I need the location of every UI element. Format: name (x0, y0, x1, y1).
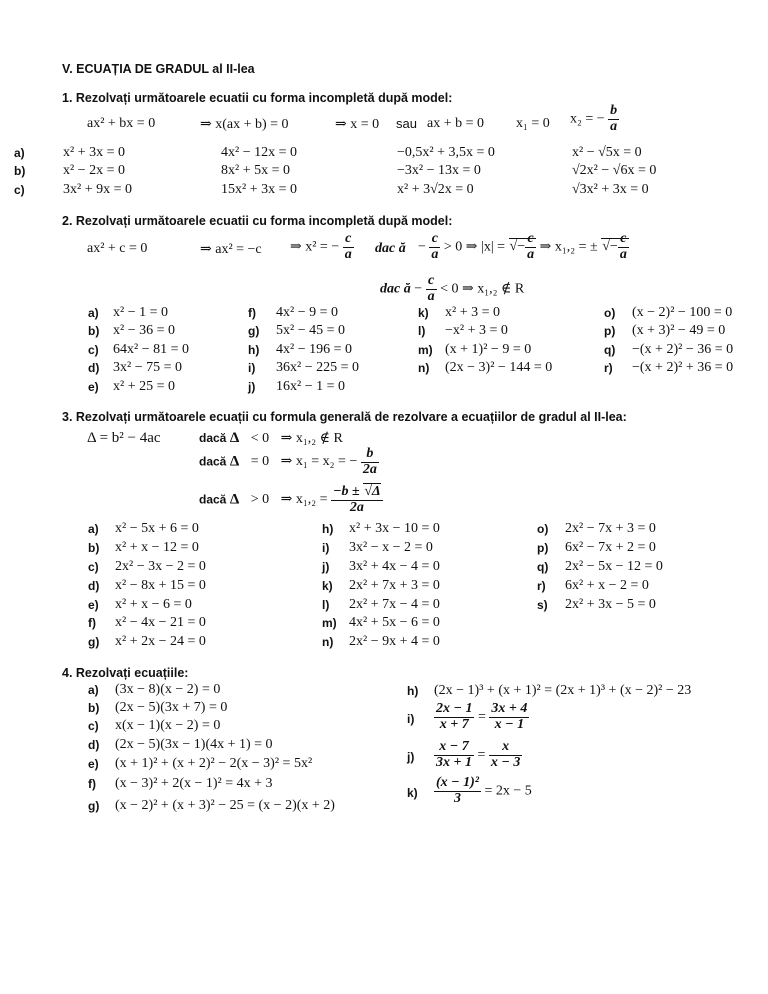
exercise-label: b) (88, 701, 100, 715)
exercise-label: b) (88, 324, 100, 338)
equation: (x + 1)² + (x + 2)² − 2(x − 3)² = 5x² (115, 756, 313, 771)
equation: x² + 2x − 24 = 0 (115, 634, 206, 649)
s2-if-label: dac ă (375, 241, 406, 256)
equation: 2x² − 7x + 3 = 0 (565, 521, 656, 536)
equation: −(x + 2)² − 36 = 0 (632, 342, 734, 357)
exercise-label: b) (88, 541, 100, 555)
fraction-numerator: c (426, 274, 437, 290)
s3-case-positive (199, 485, 383, 515)
page-title: V. ECUAȚIA DE GRADUL al II-lea (62, 62, 255, 76)
exercise-label: j) (322, 560, 330, 574)
s3-double-root-fraction (361, 447, 379, 477)
s2-condition-negative (380, 274, 524, 304)
fraction-numerator: 2x − 1 (436, 701, 473, 716)
section-2-heading: 2. Rezolvați următoarele ecuatii cu forma incompletă după model: (62, 214, 453, 228)
s3-case-zero (199, 447, 379, 477)
s2-sqrt-2: √− $\frac{c}{a}$ (602, 231, 627, 262)
s1-model-x-zero: ⇒ x = 0 (335, 117, 380, 132)
fraction-denominator: x + 7 (439, 716, 469, 732)
s3-condition: > 0 (250, 492, 270, 508)
s2-roots: ⇒ x₁,₂ = ± (539, 239, 598, 255)
s1-x2-prefix: x₂ = − (570, 111, 605, 127)
equation: (2x − 5)(3x − 1)(4x + 1) = 0 (115, 737, 273, 752)
s2-sqrt-1: √− $\frac{c}{a}$ (509, 231, 535, 262)
s2-fraction (343, 232, 354, 262)
fraction-equation (434, 776, 532, 806)
s1-model-linear: ax + b = 0 (427, 116, 485, 131)
fraction-numerator: c (618, 232, 629, 248)
minus-sign: − (517, 239, 526, 255)
exercise-label: j) (248, 380, 256, 394)
s1-model-equation: ax² + bx = 0 (87, 116, 156, 131)
equation: 3x² − 75 = 0 (113, 360, 182, 375)
exercise-label: l) (322, 598, 330, 612)
exercise-label: g) (248, 324, 260, 338)
fraction-equation (434, 702, 529, 732)
exercise-label: c) (88, 719, 99, 733)
fraction-denominator: a (610, 118, 618, 134)
fraction-denominator: a (344, 246, 352, 262)
equation: 6x² + x − 2 = 0 (565, 578, 649, 593)
equation: 4x² − 9 = 0 (276, 305, 338, 320)
fraction-numerator: c (429, 232, 440, 248)
equation: 36x² − 225 = 0 (276, 360, 359, 375)
exercise-label: a) (88, 522, 99, 536)
minus-sign: − (414, 281, 423, 297)
equation: 2x² − 9x + 4 = 0 (349, 634, 440, 649)
equals-sign: = (477, 747, 486, 763)
fraction-numerator: x − 7 (434, 740, 474, 756)
equation: √3x² + 3x = 0 (572, 182, 649, 197)
minus-sign: − (418, 239, 426, 255)
delta-symbol: Δ (229, 453, 240, 470)
sqrt-delta: √Δ (364, 484, 381, 499)
fraction-denominator: 3 (454, 790, 461, 806)
equation: 3x² + 4x − 4 = 0 (349, 559, 440, 574)
equation: 2x² + 3x − 5 = 0 (565, 597, 656, 612)
equation: 4x² − 12x = 0 (221, 145, 297, 160)
fraction-denominator: a (619, 246, 627, 262)
equation: −3x² − 13x = 0 (397, 163, 481, 178)
equation: 2x² − 3x − 2 = 0 (115, 559, 206, 574)
exercise-label: h) (322, 522, 334, 536)
equals-sign: = 2x − 5 (484, 783, 532, 799)
exercise-label: i) (407, 712, 415, 726)
exercise-label: i) (322, 541, 330, 555)
fraction-denominator: a (527, 246, 535, 262)
s2-if-label: dac ă (380, 281, 411, 297)
fraction-numerator: (x − 1)² (436, 775, 480, 790)
fraction-denominator: x − 1 (494, 716, 525, 732)
equation: 6x² − 7x + 2 = 0 (565, 540, 656, 555)
exercise-label: e) (88, 380, 99, 394)
delta-symbol: Δ (371, 484, 381, 499)
exercise-label: c) (88, 343, 99, 357)
section-1-heading: 1. Rezolvați următoarele ecuatii cu forma incompletă după model: (62, 91, 453, 105)
equals-sign: = (477, 709, 486, 725)
s2-model-step: ⇒ ax² = −c (200, 242, 262, 257)
exercise-label: b) (14, 164, 26, 178)
fraction-numerator: 3x + 4 (491, 701, 528, 716)
exercise-label: m) (418, 343, 433, 357)
s2-model-equation: ax² + c = 0 (87, 241, 148, 256)
s2-sqrt-fraction (618, 232, 629, 262)
fraction-numerator (331, 485, 383, 501)
equation: x² + 3√2x = 0 (397, 182, 474, 197)
section-4-heading: 4. Rezolvați ecuațiile: (62, 666, 189, 680)
exercise-label: r) (604, 361, 613, 375)
equation: (2x − 5)(3x + 7) = 0 (115, 700, 228, 715)
equation: x² − 5x + 6 = 0 (115, 521, 199, 536)
delta-symbol: Δ (229, 491, 240, 508)
equation: x² − 1 = 0 (113, 305, 168, 320)
s2-model-x-squared (290, 232, 354, 262)
s2-abs-x: > 0 ⇒ |x| = (443, 239, 506, 255)
exercise-label: k) (407, 786, 418, 800)
fraction-equation (434, 740, 522, 770)
equation: (x − 3)² + 2(x − 1)² = 4x + 3 (115, 776, 273, 791)
s3-if-label: dacă (199, 492, 227, 507)
s1-model-factor-step: ⇒ x(ax + b) = 0 (200, 117, 289, 132)
equation: (x + 1)² − 9 = 0 (445, 342, 532, 357)
equation: (3x − 8)(x − 2) = 0 (115, 682, 221, 697)
equation: 3x² − x − 2 = 0 (349, 540, 433, 555)
exercise-label: o) (537, 522, 549, 536)
exercise-label: l) (418, 324, 426, 338)
equation: 4x² − 196 = 0 (276, 342, 352, 357)
equation: −x² + 3 = 0 (445, 323, 508, 338)
right-fraction (489, 740, 522, 770)
equation: x² + 3 = 0 (445, 305, 500, 320)
fraction-numerator: x (489, 740, 522, 756)
equation: x² + 25 = 0 (113, 379, 175, 394)
equation: (x − 2)² + (x + 3)² − 25 = (x − 2)(x + 2) (115, 798, 335, 813)
equation: x² + 3x − 10 = 0 (349, 521, 440, 536)
equation: x² + 3x = 0 (63, 145, 125, 160)
exercise-label: h) (248, 343, 260, 357)
section-3-heading: 3. Rezolvați următoarele ecuații cu formula generală de rezolvare a ecuațiilor de gradul al II-lea: (62, 410, 627, 424)
equation: 64x² − 81 = 0 (113, 342, 189, 357)
s3-if-label: dacă (199, 431, 227, 445)
exercise-label: n) (322, 635, 334, 649)
left-fraction (434, 702, 474, 732)
s2-cond-fraction (426, 274, 437, 304)
equation: 4x² + 5x − 6 = 0 (349, 615, 440, 630)
exercise-label: a) (88, 683, 99, 697)
exercise-label: m) (322, 616, 337, 630)
exercise-label: f) (88, 616, 96, 630)
fraction-numerator: b (610, 103, 618, 118)
s2-x2-prefix: ⇒ x² = − (290, 239, 340, 255)
fraction-denominator: 3x + 1 (436, 754, 472, 770)
equation: x² − 8x + 15 = 0 (115, 578, 206, 593)
s3-condition: = 0 (250, 454, 270, 470)
s1-model-or: sau (396, 116, 417, 131)
exercise-label: s) (537, 598, 548, 612)
fraction-numerator: c (525, 232, 536, 248)
exercise-label: f) (248, 306, 256, 320)
equation: x² + x − 6 = 0 (115, 597, 192, 612)
equation: 16x² − 1 = 0 (276, 379, 345, 394)
fraction-denominator: 2a (349, 499, 364, 515)
s3-result: ⇒ x₁ = x₂ = − (280, 454, 358, 470)
equation: 8x² + 5x = 0 (221, 163, 290, 178)
equation: x² − 36 = 0 (113, 323, 175, 338)
equation: x² + x − 12 = 0 (115, 540, 199, 555)
exercise-label: q) (537, 560, 549, 574)
exercise-label: r) (537, 579, 546, 593)
exercise-label: d) (88, 361, 100, 375)
s3-if-label: dacă (199, 454, 227, 469)
equation: 2x² + 7x + 3 = 0 (349, 578, 440, 593)
delta-symbol: Δ (229, 430, 240, 446)
s3-case-negative (199, 430, 343, 447)
fraction-denominator: a (431, 246, 439, 262)
equation: −0,5x² + 3,5x = 0 (397, 145, 495, 160)
equation: (2x − 3)² − 144 = 0 (445, 360, 553, 375)
s3-roots-fraction (331, 485, 383, 515)
equation: x² − √5x = 0 (572, 145, 642, 160)
equation: x² − 4x − 21 = 0 (115, 615, 206, 630)
equation: 2x² + 7x − 4 = 0 (349, 597, 440, 612)
s2-cond-fraction (429, 232, 440, 262)
equation: 3x² + 9x = 0 (63, 182, 132, 197)
equation: (x + 3)² − 49 = 0 (632, 323, 726, 338)
left-fraction (434, 740, 474, 770)
equation: x(x − 1)(x − 2) = 0 (115, 718, 221, 733)
s3-delta-definition: Δ = b² − 4ac (87, 430, 161, 446)
exercise-label: i) (248, 361, 256, 375)
right-fraction (489, 702, 529, 732)
exercise-label: j) (407, 750, 415, 764)
fraction-denominator: x − 3 (490, 754, 521, 770)
s3-num-prefix: −b ± (333, 484, 360, 499)
equation: (2x − 1)³ + (x + 1)² = (2x + 1)³ + (x − 2)² − 23 (434, 683, 692, 698)
exercise-label: q) (604, 343, 616, 357)
s2-sqrt-fraction (525, 232, 536, 262)
equation: x² − 2x = 0 (63, 163, 125, 178)
equation: 2x² − 5x − 12 = 0 (565, 559, 663, 574)
s2-condition-positive (418, 232, 629, 262)
fraction-denominator: a (427, 288, 435, 304)
exercise-label: e) (88, 757, 99, 771)
exercise-label: d) (88, 579, 100, 593)
s1-model-x2 (570, 104, 619, 134)
exercise-label: c) (88, 560, 99, 574)
s1-model-x1: x₁ = 0 (516, 116, 550, 131)
exercise-label: g) (88, 799, 100, 813)
exercise-label: k) (418, 306, 429, 320)
exercise-label: a) (88, 306, 99, 320)
s3-condition: < 0 (250, 431, 270, 446)
exercise-label: c) (14, 183, 25, 197)
exercise-label: f) (88, 777, 96, 791)
exercise-label: n) (418, 361, 430, 375)
exercise-label: h) (407, 684, 419, 698)
exercise-label: a) (14, 146, 25, 160)
exercise-label: k) (322, 579, 333, 593)
minus-sign: − (609, 239, 618, 255)
equation: (x − 2)² − 100 = 0 (632, 305, 733, 320)
equation: 5x² − 45 = 0 (276, 323, 345, 338)
equation: √2x² − √6x = 0 (572, 163, 657, 178)
exercise-label: g) (88, 635, 100, 649)
fraction-numerator: c (343, 232, 354, 248)
s1-x2-fraction (608, 104, 619, 134)
fraction-numerator: b (361, 447, 379, 463)
s3-result: ⇒ x₁,₂ = (280, 492, 328, 508)
fraction-denominator: 2a (362, 461, 377, 477)
s3-result: ⇒ x₁,₂ ∉ R (280, 431, 343, 446)
equation: 15x² + 3x = 0 (221, 182, 297, 197)
equation: −(x + 2)² + 36 = 0 (632, 360, 734, 375)
exercise-label: d) (88, 738, 100, 752)
exercise-label: p) (604, 324, 616, 338)
exercise-label: o) (604, 306, 616, 320)
s2-no-real-roots: < 0 ⇒ x₁,₂ ∉ R (440, 281, 525, 297)
exercise-label: p) (537, 541, 549, 555)
left-fraction (434, 776, 481, 806)
exercise-label: e) (88, 598, 99, 612)
